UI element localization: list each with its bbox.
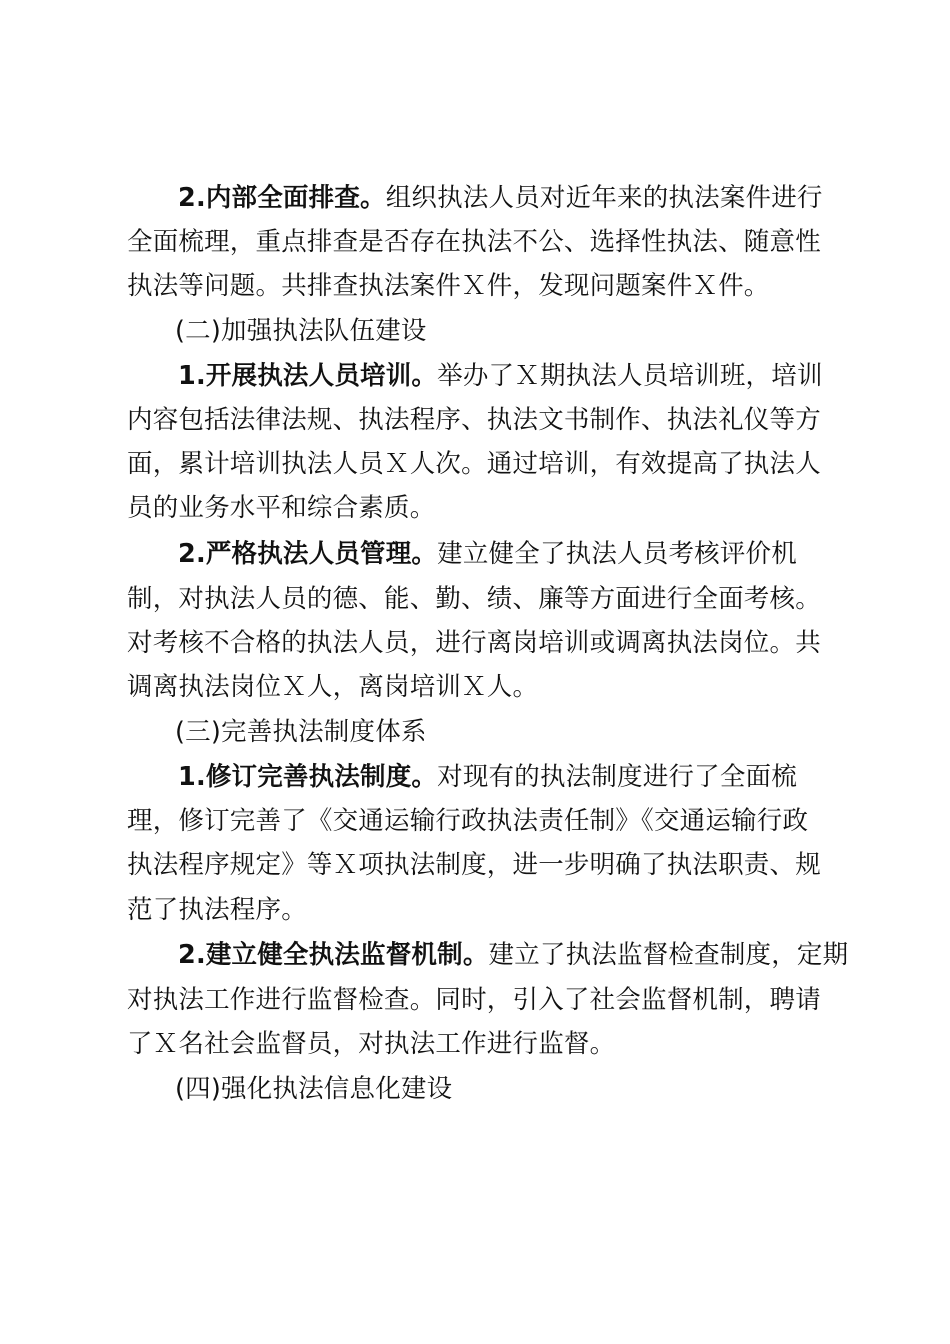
paragraph-text: 了Ｘ名社会监督员，对执法工作进行监督。	[127, 1029, 616, 1059]
paragraph-line	[127, 447, 837, 481]
paragraph-line	[127, 848, 837, 882]
paragraph-text: 对执法工作进行监督检查。同时，引入了社会监督机制，聘请	[127, 985, 821, 1015]
paragraph-text: 举办了Ｘ期执法人员培训班，培训	[437, 361, 823, 391]
item-heading: 2.建立健全执法监督机制。	[178, 940, 489, 970]
paragraph-text: 组织执法人员对近年来的执法案件进行	[385, 183, 823, 213]
paragraph-line	[178, 537, 888, 571]
paragraph-text: 员的业务水平和综合素质。	[127, 493, 436, 523]
section-heading: (四)强化执法信息化建设	[175, 1074, 453, 1104]
paragraph-line	[127, 582, 837, 616]
paragraph-text: 面，累计培训执法人员Ｘ人次。通过培训，有效提高了执法人	[127, 449, 821, 479]
paragraph-text: 对现有的执法制度进行了全面梳	[437, 762, 797, 792]
paragraph-text: 理，修订完善了《交通运输行政执法责任制》《交通运输行政	[127, 806, 809, 836]
paragraph-text: 执法程序规定》等Ｘ项执法制度，进一步明确了执法职责、规	[127, 850, 821, 880]
paragraph-text: 建立了执法监督检查制度，定期	[488, 940, 849, 970]
paragraph-line	[127, 804, 837, 838]
paragraph-line	[178, 938, 888, 972]
paragraph-text: 范了执法程序。	[127, 895, 307, 925]
section-heading: (三)完善执法制度体系	[175, 717, 427, 747]
paragraph-line	[178, 359, 888, 393]
paragraph-text: 建立健全了执法人员考核评价机	[437, 539, 797, 569]
paragraph-line	[178, 760, 888, 794]
paragraph-line	[127, 1027, 837, 1061]
section-heading: (二)加强执法队伍建设	[175, 316, 427, 346]
item-heading: 1.开展执法人员培训。	[178, 361, 438, 391]
paragraph-text: 调离执法岗位Ｘ人，离岗培训Ｘ人。	[127, 672, 539, 702]
paragraph-line	[127, 893, 837, 927]
paragraph-line	[127, 269, 837, 303]
paragraph-line	[127, 491, 837, 525]
paragraph-text: 执法等问题。共排查执法案件Ｘ件，发现问题案件Ｘ件。	[127, 271, 770, 301]
item-heading: 2.内部全面排查。	[178, 183, 386, 213]
paragraph-line	[127, 983, 837, 1017]
paragraph-line	[127, 403, 837, 437]
item-heading: 2.严格执法人员管理。	[178, 539, 438, 569]
paragraph-text: 内容包括法律法规、执法程序、执法文书制作、执法礼仪等方	[127, 405, 821, 435]
paragraph-text: 制，对执法人员的德、能、勤、绩、廉等方面进行全面考核。	[127, 584, 821, 614]
paragraph-text: 对考核不合格的执法人员，进行离岗培训或调离执法岗位。共	[127, 628, 821, 658]
paragraph-line	[127, 670, 837, 704]
paragraph-line	[178, 181, 888, 215]
item-heading: 1.修订完善执法制度。	[178, 762, 438, 792]
paragraph-line	[127, 225, 837, 259]
paragraph-line	[127, 626, 837, 660]
paragraph-text: 全面梳理，重点排查是否存在执法不公、选择性执法、随意性	[127, 227, 821, 257]
